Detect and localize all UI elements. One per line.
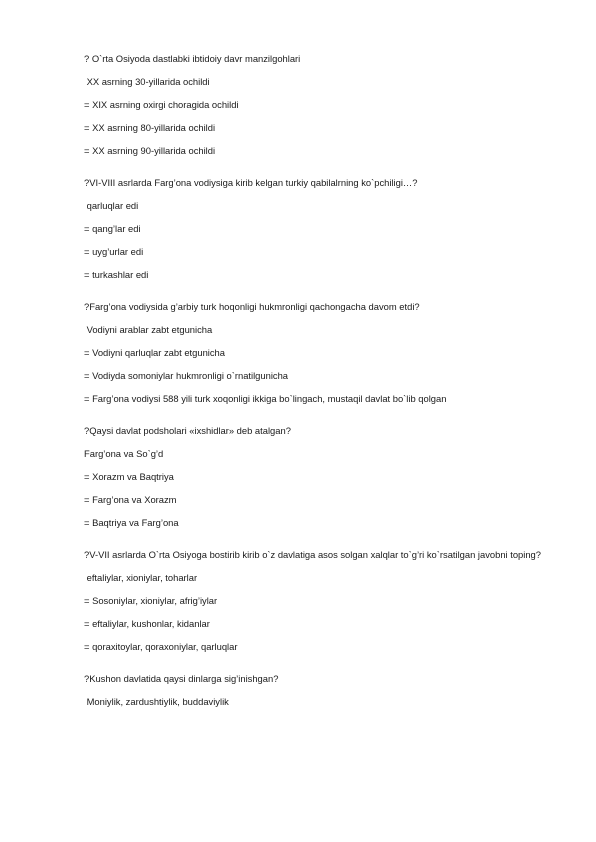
answer-option: = eftaliylar, kushonlar, kidanlar — [84, 618, 210, 629]
answer-option: Moniylik, zardushtiylik, buddaviylik — [84, 696, 229, 707]
answer-option: Vodiyni arablar zabt etgunicha — [84, 324, 213, 335]
answer-option: = Baqtriya va Farg’ona — [84, 517, 179, 528]
question-text: ?Farg’ona vodiysida g’arbiy turk hoqonligi hukmronligi qachongacha davom etdi? — [84, 301, 420, 312]
answer-option: = XIX asrning oxirgi choragida ochildi — [84, 99, 239, 110]
answer-option: = Vodiyni qarluqlar zabt etgunicha — [84, 347, 225, 358]
answer-option: = XX asrning 90-yillarida ochildi — [84, 145, 216, 156]
question-block — [84, 300, 554, 405]
question-block — [84, 672, 554, 708]
answer-option: = turkashlar edi — [84, 269, 149, 280]
answer-option: = qoraxitoylar, qoraxoniylar, qarluqlar — [84, 641, 238, 652]
answer-option: = uyg’urlar edi — [84, 246, 144, 257]
question-text: ?Qaysi davlat podsholari «ixshidlar» deb atalgan? — [84, 425, 291, 436]
question-block — [84, 548, 554, 653]
question-block — [84, 176, 554, 281]
answer-option: Farg’ona va So`g’d — [84, 448, 164, 459]
question-text: ? O`rta Osiyoda dastlabki ibtidoiy davr manzilgohlari — [84, 53, 301, 64]
answer-option: = qang’lar edi — [84, 223, 141, 234]
answer-option: = Sosoniylar, xioniylar, afrig’iylar — [84, 595, 218, 606]
answer-option: eftaliylar, xioniylar, toharlar — [84, 572, 198, 583]
question-text: ?Kushon davlatida qaysi dinlarga sig’inishgan? — [84, 673, 279, 684]
answer-option: XX asrning 30-yillarida ochildi — [84, 76, 210, 87]
question-text: ?VI-VIII asrlarda Farg’ona vodiysiga kirib kelgan turkiy qabilalrning ko`pchiligi…? — [84, 177, 418, 188]
question-block — [84, 424, 554, 529]
question-text: ?V-VII asrlarda O`rta Osiyoga bostirib kirib o`z davlatiga asos solgan xalqlar to`g’ri ko`rsatilgan javobni toping? — [84, 549, 541, 560]
answer-option: = Xorazm va Baqtriya — [84, 471, 174, 482]
quiz-content — [84, 52, 554, 727]
answer-option: = Vodiyda somoniylar hukmronligi o`rnatilgunicha — [84, 370, 289, 381]
question-block — [84, 52, 554, 157]
answer-option: = XX asrning 80-yillarida ochildi — [84, 122, 216, 133]
answer-option: = Farg’ona va Xorazm — [84, 494, 177, 505]
answer-option: = Farg’ona vodiysi 588 yili turk xoqonligi ikkiga bo`lingach, mustaqil davlat bo`lib qolgan — [84, 393, 447, 404]
answer-option: qarluqlar edi — [84, 200, 139, 211]
